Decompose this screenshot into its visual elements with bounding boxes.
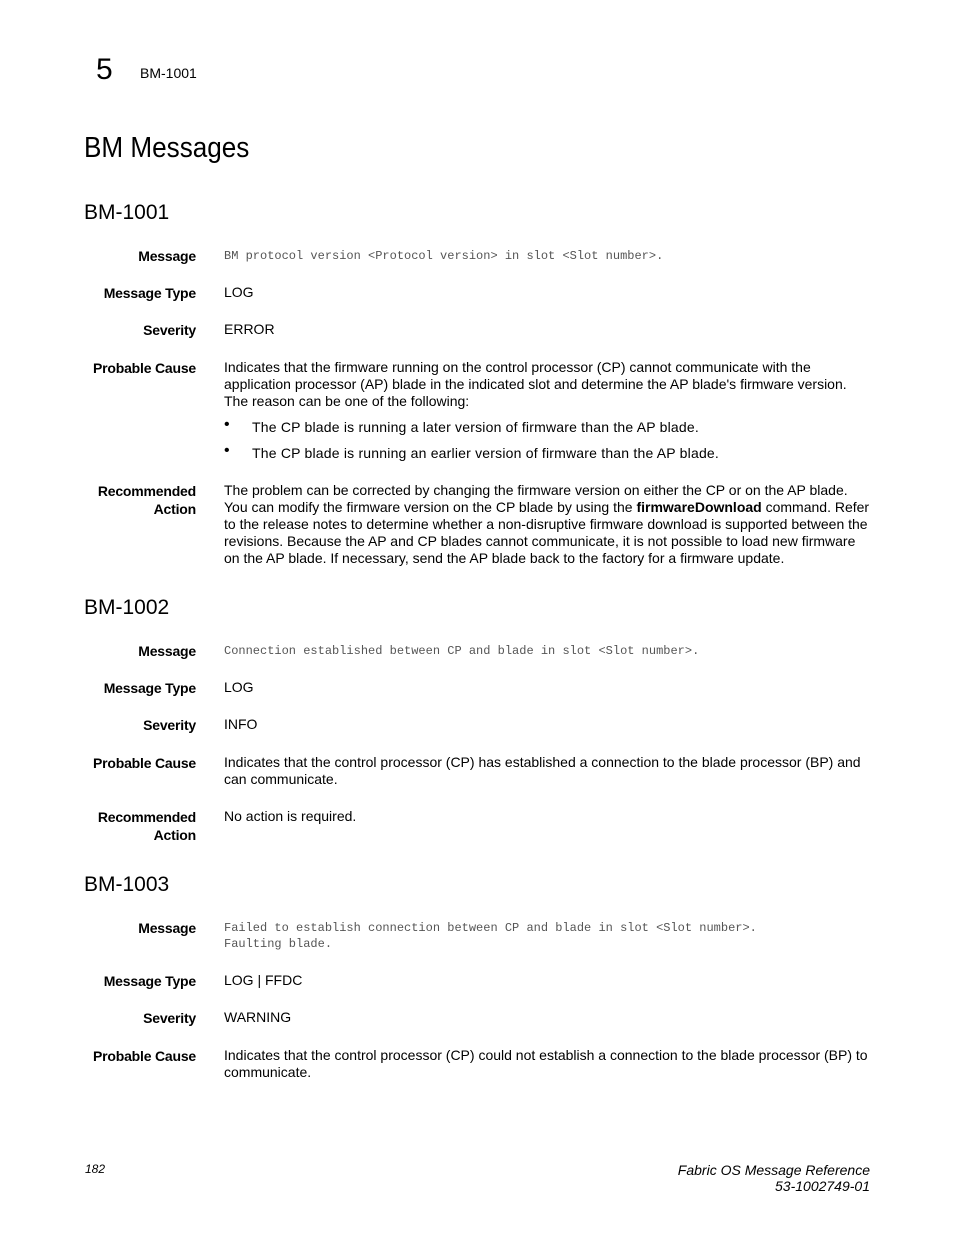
message-text: BM protocol version <Protocol version> in slot <Slot number>. [224, 249, 664, 263]
probable-cause-label: Probable Cause [92, 1048, 196, 1064]
message-type-label: Message Type [103, 973, 196, 989]
message-heading-bm-1002: BM-1002 [84, 596, 170, 619]
message-type-label: Message Type [103, 680, 196, 696]
action-text-pre: The problem can be corrected by changing the firmware version on either the CP or on the AP blade. You can modify the firmware version on the CP blade by using the [224, 482, 848, 515]
list-item [224, 444, 870, 462]
severity-label: Severity [143, 1010, 196, 1026]
probable-cause-text [224, 359, 870, 470]
message-label: Message [138, 643, 196, 659]
bullet-icon: • [224, 442, 230, 459]
probable-cause-paragraph: Indicates that the firmware running on the control processor (CP) cannot communicate with the application processor (AP) blade in the indicated slot and determine the AP blade's firmware version. The reason can be one of the following: [224, 359, 847, 409]
message-label: Message [138, 248, 196, 264]
action-label-line: Action [153, 827, 196, 843]
recommended-action-label [84, 482, 196, 518]
message-text [224, 920, 870, 952]
message-label: Message [138, 920, 196, 936]
doc-title: Fabric OS Message Reference [677, 1162, 870, 1178]
message-line: Faulting blade. [224, 937, 333, 951]
action-label-line: Action [153, 501, 196, 517]
probable-cause-text: Indicates that the control processor (CP) has established a connection to the blade processor (BP) and can communicate. [224, 754, 861, 787]
probable-cause-label: Probable Cause [92, 755, 196, 771]
list-item-text: The CP blade is running an earlier version of firmware than the AP blade. [252, 445, 720, 461]
recommended-label-line: Recommended [97, 483, 196, 499]
message-type-label: Message Type [103, 285, 196, 301]
severity-label: Severity [143, 322, 196, 338]
footer-doc-info [678, 1162, 870, 1194]
severity-value: WARNING [224, 1009, 292, 1025]
probable-cause-text: Indicates that the control processor (CP) could not establish a connection to the blade processor (BP) to communicate. [224, 1047, 868, 1080]
recommended-action-text: No action is required. [224, 808, 357, 824]
message-line: Failed to establish connection between CP and blade in slot <Slot number>. [224, 921, 757, 935]
command-name: firmwareDownload [636, 499, 762, 515]
section-title: BM Messages [84, 132, 250, 164]
message-type-value: LOG [224, 284, 254, 300]
severity-label: Severity [143, 717, 196, 733]
page-number: 182 [85, 1162, 106, 1176]
bullet-icon: • [224, 416, 230, 433]
action-text-post: command. Refer to the release notes to determine whether a non-disruptive firmware download is supported between the revisions. Because the AP and CP blades cannot communicate, it is not possible to load new firmware on the AP blade. If necessary, send the AP blade back to the factory for a firmware update. [224, 499, 870, 566]
message-heading-bm-1001: BM-1001 [84, 201, 170, 224]
running-title: BM-1001 [140, 65, 197, 81]
message-text: Connection established between CP and blade in slot <Slot number>. [224, 644, 700, 658]
probable-cause-label: Probable Cause [92, 360, 196, 376]
doc-number: 53-1002749-01 [775, 1178, 870, 1194]
cause-list [224, 418, 870, 462]
list-item-text: The CP blade is running a later version of firmware than the AP blade. [252, 419, 699, 435]
message-type-value: LOG [224, 679, 254, 695]
chapter-number: 5 [96, 53, 113, 86]
severity-value: ERROR [224, 321, 275, 337]
severity-value: INFO [224, 716, 258, 732]
list-item [224, 418, 870, 436]
recommended-action-text [224, 482, 870, 567]
message-heading-bm-1003: BM-1003 [84, 873, 170, 896]
recommended-label-line: Recommended [97, 809, 196, 825]
recommended-action-label [84, 808, 196, 844]
message-type-value: LOG | FFDC [224, 972, 303, 988]
